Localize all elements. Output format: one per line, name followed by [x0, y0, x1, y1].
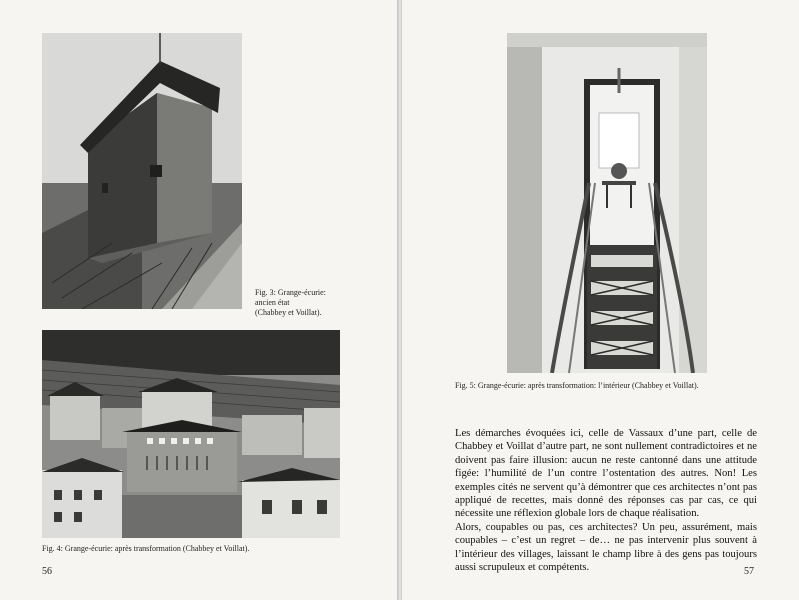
fig5-caption: Fig. 5: Grange-écurie: après transformation: l’intérieur (Chabbey et Voillat).: [455, 381, 699, 390]
page-number-left: 56: [42, 566, 52, 577]
fig4-caption: Fig. 4: Grange-écurie: après transformation (Chabbey et Voillat).: [42, 544, 250, 553]
fig3-caption: [255, 288, 355, 318]
fig3-caption-line3: (Chabbey et Voillat).: [255, 308, 322, 317]
fig3-photo: [42, 33, 242, 309]
fig3-barn-illustration: [42, 33, 242, 309]
page-number-right: 57: [744, 566, 754, 577]
paragraph-1: Les démarches évoquées ici, celle de Vassaux d’une part, celle de Chabbey et Voillat d’autre part, ne sont nullement contradictoires et ne doivent pas faire illusion: aucun ne reste cantonné dans une attitude figée: l’humilité de l’un contre l’ostentation des autres. Non! Les exemples cités ne servent qu’à démontrer que ces architectes n’ont pas appliqué de recettes, mais donné des réponses cas par cas, ce qui nécessite une réflexion globale lors de chaque réalisation.: [455, 428, 757, 520]
fig5-interior-illustration: [507, 33, 707, 373]
paragraph-2: Alors, coupables ou pas, ces architectes? Un peu, assurément, mais coupables – c’est un regret – de… ne pas intervenir plus souvent à l’intérieur des villages, laissant le champ libre à des gens pas toujours aussi scrupuleux et compétents.: [455, 521, 757, 574]
body-text: [455, 427, 757, 574]
left-page: [0, 0, 397, 600]
fig5-photo: [507, 33, 707, 373]
fig4-village-illustration: [42, 330, 340, 538]
fig4-photo: [42, 330, 340, 538]
fig3-caption-line1: Fig. 3: Grange-écurie:: [255, 288, 326, 297]
fig3-caption-line2: ancien état: [255, 298, 290, 307]
